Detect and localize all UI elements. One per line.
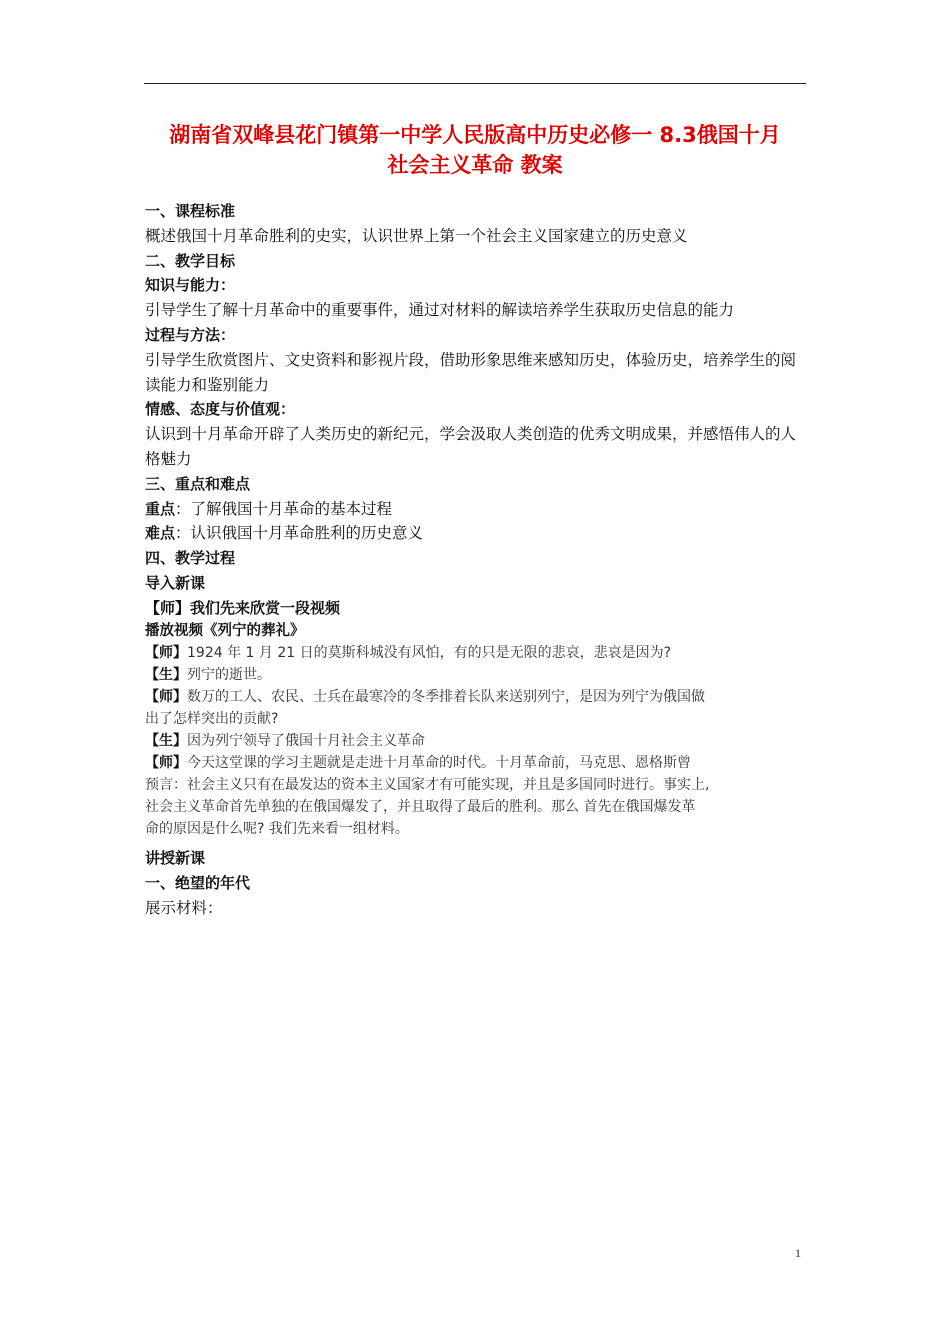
difficult-point-row — [145, 521, 808, 546]
dialogue-line — [145, 730, 785, 752]
emotion-heading: 情感、态度与价值观： — [145, 400, 296, 419]
speaker-tag: 【师】 — [145, 689, 187, 705]
document-body — [145, 199, 808, 621]
key-text: ：了解俄国十月革命的基本过程 — [175, 499, 393, 518]
process-text: 引导学生欣赏图片、文史资料和影视片段，借助形象思维来感知历史，体验历史，培养学生的阅读能力和鉴别能力 — [145, 350, 797, 394]
speaker-tag: 【师】 — [145, 645, 187, 661]
dialogue-continuation: 社会主义革命首先单独的在俄国爆发了，并且取得了最后的胜利。那么 首先在俄国爆发革 — [145, 799, 696, 815]
dialogue-text: 1924 年 1 月 21 日的莫斯科城没有风怕，有的只是无限的悲哀，悲哀是因为? — [187, 645, 672, 661]
dialogue-line — [145, 664, 785, 686]
dialogue-text: 今天这堂课的学习主题就是走进十月革命的时代。十月革命前，马克思、恩格斯曾 — [187, 755, 691, 771]
lesson-body — [145, 846, 808, 920]
dialogue-line — [145, 752, 785, 774]
standards-text: 概述俄国十月革命胜利的史实，认识世界上第一个社会主义国家建立的历史意义 — [145, 226, 688, 245]
new-lesson-heading: 讲授新课 — [145, 849, 206, 867]
dialogue-continuation: 预言：社会主义只有在最发达的资本主义国家才有可能实现，并且是多国同时进行。事实上, — [145, 777, 710, 793]
scanned-dialogue — [145, 620, 785, 840]
show-material-text: 展示材料： — [145, 898, 223, 917]
emotion-text: 认识到十月革命开辟了人类历史的新纪元，学会汲取人类创造的优秀文明成果，并感悟伟人的人格魅力 — [145, 425, 797, 468]
dialogue-text: 因为列宁领导了俄国十月社会主义革命 — [187, 733, 425, 749]
dialogue-text: 数万的工人、农民、士兵在最寒冷的冬季排着长队来送别列宁，是因为列宁为俄国做 — [187, 689, 705, 705]
title-line-2: 社会主义革命 教案 — [387, 153, 563, 177]
knowledge-text: 引导学生了解十月革命中的重要事件，通过对材料的解读培养学生获取历史信息的能力 — [145, 301, 735, 320]
process-heading: 过程与方法： — [145, 325, 236, 344]
document-title — [144, 120, 806, 180]
dialogue-continuation: 出了怎样突出的贡献? — [145, 711, 279, 727]
difficult-label: 难点 — [145, 524, 176, 543]
speaker-tag: 【生】 — [145, 667, 187, 683]
key-point-row — [145, 497, 808, 522]
dialogue-continuation: 命的原因是什么呢? 我们先来看一组材料。 — [145, 821, 409, 837]
dialogue-text: 列宁的逝世。 — [187, 667, 271, 683]
speaker-tag: 【生】 — [145, 733, 187, 749]
intro-heading: 导入新课 — [145, 573, 206, 592]
section-heading-objectives: 二、教学目标 — [145, 251, 236, 270]
header-rule — [144, 83, 806, 84]
section-heading-process: 四、教学过程 — [145, 549, 236, 568]
play-video-line: 播放视频《列宁的葬礼》 — [145, 623, 305, 639]
intro-teacher-line: 【师】我们先来欣赏一段视频 — [145, 598, 341, 617]
key-label: 重点 — [145, 499, 176, 518]
knowledge-heading: 知识与能力： — [145, 276, 236, 295]
section-heading-standards: 一、课程标准 — [145, 202, 236, 220]
section-heading-key-points: 三、重点和难点 — [145, 474, 251, 493]
difficult-text: ：认识俄国十月革命胜利的历史意义 — [175, 524, 424, 543]
title-line-1: 湖南省双峰县花门镇第一中学人民版高中历史必修一 8.3俄国十月 — [169, 123, 781, 147]
dialogue-line — [145, 686, 785, 708]
page-number: 1 — [795, 1246, 801, 1260]
part-one-heading: 一、绝望的年代 — [145, 873, 251, 892]
speaker-tag: 【师】 — [145, 755, 187, 771]
dialogue-line — [145, 642, 785, 664]
